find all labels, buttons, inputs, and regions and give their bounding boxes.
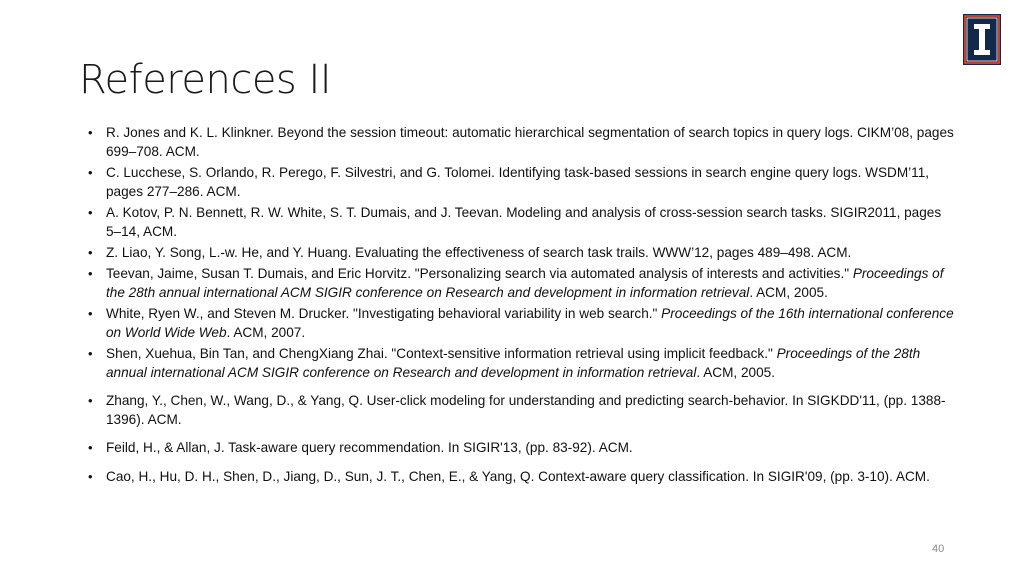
reference-item xyxy=(88,304,958,342)
slide-title: References II xyxy=(79,57,332,103)
reference-text: Teevan, Jaime, Susan T. Dumais, and Eric Horvitz. "Personalizing search via automated analysis of interests and activities." xyxy=(106,266,853,281)
reference-venue: Proceedings of the 16th international conference on World Wide Web xyxy=(106,306,954,340)
reference-item xyxy=(88,203,958,241)
reference-item xyxy=(88,467,958,486)
reference-suffix: . ACM, 2007. xyxy=(226,325,306,340)
reference-item xyxy=(88,123,958,161)
reference-item xyxy=(88,344,958,382)
reference-item xyxy=(88,438,958,457)
reference-suffix: . ACM, 2005. xyxy=(749,285,828,300)
reference-venue: Proceedings of the 28th annual international ACM SIGIR conference on Research and development in information retrieval xyxy=(106,266,944,300)
reference-text: A. Kotov, P. N. Bennett, R. W. White, S. T. Dumais, and J. Teevan. Modeling and analysis of cross-session search tasks. SIGIR2011, pages 5–14, ACM. xyxy=(106,205,942,239)
reference-text: C. Lucchese, S. Orlando, R. Perego, F. Silvestri, and G. Tolomei. Identifying task-based sessions in search engine query logs. WSDM’11, pages 277–286. ACM. xyxy=(106,165,930,199)
reference-item xyxy=(88,264,958,302)
reference-text: Cao, H., Hu, D. H., Shen, D., Jiang, D., Sun, J. T., Chen, E., & Yang, Q. Context-aware query classification. In SIGIR'09, (pp. 3-10). ACM. xyxy=(106,469,930,484)
reference-text: Zhang, Y., Chen, W., Wang, D., & Yang, Q. User-click modeling for understanding and predicting search-behavior. In SIGKDD'11, (pp. 1388-1396). ACM. xyxy=(106,393,946,427)
reference-text: Z. Liao, Y. Song, L.-w. He, and Y. Huang. Evaluating the effectiveness of search task trails. WWW’12, pages 489–498. ACM. xyxy=(106,245,852,260)
page-number: 40 xyxy=(932,543,945,555)
reference-text: Feild, H., & Allan, J. Task-aware query recommendation. In SIGIR'13, (pp. 83-92). ACM. xyxy=(106,440,633,455)
reference-text: R. Jones and K. L. Klinkner. Beyond the session timeout: automatic hierarchical segmentation of search topics in query logs. CIKM’08, pages 699–708. ACM. xyxy=(106,125,954,159)
reference-text: Shen, Xuehua, Bin Tan, and ChengXiang Zhai. "Context-sensitive information retrieval using implicit feedback." xyxy=(106,346,777,361)
reference-list xyxy=(88,123,958,486)
reference-item xyxy=(88,243,958,262)
reference-venue: Proceedings of the 28th annual international ACM SIGIR conference on Research and development in information retrieval xyxy=(106,346,921,380)
university-logo-icon xyxy=(963,14,1001,65)
reference-item xyxy=(88,391,958,429)
reference-text: White, Ryen W., and Steven M. Drucker. "Investigating behavioral variability in web search." xyxy=(106,306,662,321)
reference-suffix: . ACM, 2005. xyxy=(696,365,775,380)
reference-item xyxy=(88,163,958,201)
